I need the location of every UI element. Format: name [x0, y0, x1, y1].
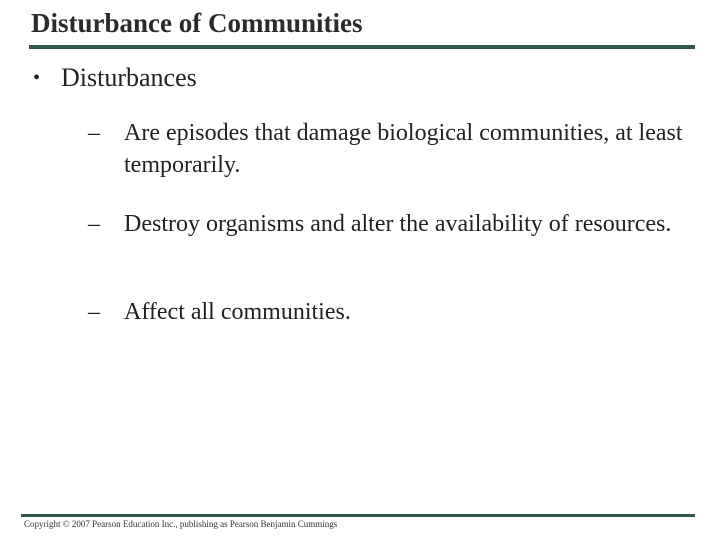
bullet-text: Disturbances: [61, 63, 197, 92]
sub-bullet-text: Are episodes that damage biological communities, at least temporarily.: [124, 120, 683, 178]
dash-icon: –: [88, 211, 100, 237]
sub-bullet-item: [88, 296, 688, 328]
title-divider: [29, 45, 695, 49]
sub-bullet-item: [88, 208, 688, 240]
footer-divider: [21, 514, 695, 517]
dash-icon: –: [88, 299, 100, 325]
slide-title: Disturbance of Communities: [31, 8, 363, 38]
copyright-footer: Copyright © 2007 Pearson Education Inc., publishing as Pearson Benjamin Cummings: [24, 519, 338, 529]
sub-bullet-text: Affect all communities.: [124, 299, 351, 325]
sub-bullet-item: [88, 117, 688, 181]
bullet-dot-icon: •: [33, 67, 41, 89]
sub-bullet-text: Destroy organisms and alter the availability of resources.: [124, 211, 672, 237]
dash-icon: –: [88, 120, 100, 146]
bullet-item: [31, 63, 197, 93]
